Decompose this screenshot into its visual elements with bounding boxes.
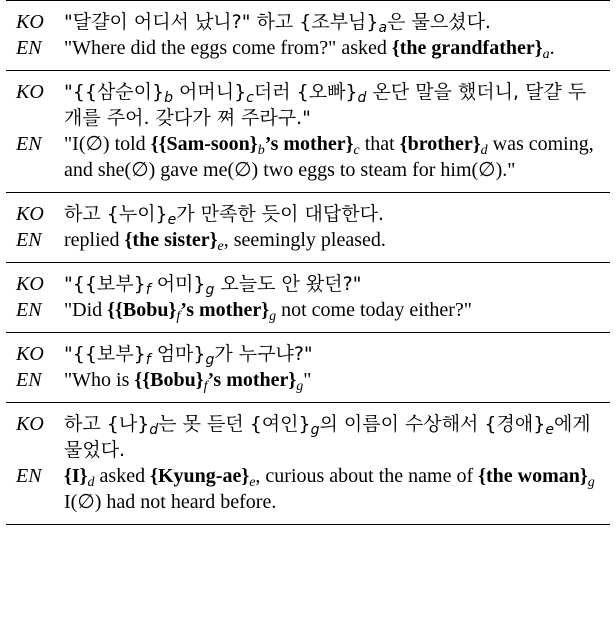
entity-index: g bbox=[269, 309, 277, 324]
korean-text bbox=[64, 79, 610, 131]
entity-index: g bbox=[587, 475, 595, 490]
text-segment: , curious about the name of bbox=[255, 465, 479, 487]
korean-text bbox=[64, 271, 610, 297]
text-segment: 어미} bbox=[150, 273, 206, 295]
translation-table bbox=[6, 0, 610, 525]
en-label: EN bbox=[16, 133, 42, 155]
entity-mention: {the woman} bbox=[478, 465, 588, 487]
entity-index: f bbox=[145, 282, 151, 298]
entity-mention: {I} bbox=[64, 465, 88, 487]
text-segment: "Did bbox=[64, 299, 108, 321]
entity-index: f bbox=[145, 352, 151, 368]
korean-text bbox=[64, 9, 610, 35]
entity-index: b bbox=[257, 143, 265, 158]
text-segment: not come today either?" bbox=[276, 299, 472, 321]
example-block bbox=[6, 193, 610, 262]
english-text bbox=[64, 463, 610, 515]
en-label: EN bbox=[16, 299, 42, 321]
ko-label: KO bbox=[16, 273, 44, 295]
english-text bbox=[64, 297, 610, 323]
entity-index: d bbox=[480, 143, 488, 158]
text-segment: . bbox=[549, 37, 555, 59]
text-segment: , seemingly pleased. bbox=[223, 229, 386, 251]
bottom-rule bbox=[6, 524, 610, 525]
text-segment: 에게 물었다. bbox=[64, 413, 591, 461]
text-segment: 가 만족한 듯이 대답한다. bbox=[176, 203, 384, 225]
entity-index: d bbox=[357, 90, 367, 106]
text-segment: 은 물으셨다. bbox=[387, 11, 491, 33]
text-segment: 하고 {누이} bbox=[64, 203, 168, 225]
entity-mention: {the sister} bbox=[124, 229, 218, 251]
english-text bbox=[64, 367, 610, 393]
english-line bbox=[6, 463, 610, 515]
entity-mention: ’s mother} bbox=[207, 369, 297, 391]
en-label: EN bbox=[16, 465, 42, 487]
text-segment: "I(∅) told bbox=[64, 133, 151, 155]
entity-index: e bbox=[217, 239, 224, 254]
english-text bbox=[64, 35, 610, 61]
text-segment: 더러 {오빠} bbox=[253, 81, 358, 103]
example-block bbox=[6, 333, 610, 402]
text-segment: "Where did the eggs come from?" asked bbox=[64, 37, 392, 59]
entity-mention: {the grandfather} bbox=[391, 37, 543, 59]
english-text bbox=[64, 131, 610, 183]
en-label: EN bbox=[16, 37, 42, 59]
entity-mention: {{Sam-soon} bbox=[150, 133, 258, 155]
example-block bbox=[6, 263, 610, 332]
text-segment: "Who is bbox=[64, 369, 135, 391]
entity-index: c bbox=[246, 90, 254, 106]
en-label: EN bbox=[16, 229, 42, 251]
text-segment: "{{보부} bbox=[64, 273, 146, 295]
text-segment: replied bbox=[64, 229, 125, 251]
text-segment: 어머니} bbox=[172, 81, 247, 103]
entity-mention: {{Bobu} bbox=[134, 369, 204, 391]
text-segment: "달걀이 어디서 났니?" 하고 {조부님} bbox=[64, 11, 379, 33]
english-line bbox=[6, 367, 610, 393]
korean-line bbox=[6, 341, 610, 367]
example-block bbox=[6, 1, 610, 70]
entity-index: a bbox=[378, 20, 388, 36]
entity-index: f bbox=[203, 379, 208, 394]
example-block bbox=[6, 71, 610, 192]
entity-index: d bbox=[149, 422, 159, 438]
korean-line bbox=[6, 201, 610, 227]
entity-index: g bbox=[205, 282, 215, 298]
text-segment: 엄마} bbox=[150, 343, 206, 365]
text-segment: 는 못 듣던 {여인} bbox=[158, 413, 311, 435]
entity-index: e bbox=[249, 475, 256, 490]
text-segment: " bbox=[303, 369, 312, 391]
korean-line bbox=[6, 79, 610, 131]
example-block bbox=[6, 403, 610, 524]
entity-index: g bbox=[296, 379, 304, 394]
ko-label: KO bbox=[16, 343, 44, 365]
korean-line bbox=[6, 9, 610, 35]
ko-label: KO bbox=[16, 81, 44, 103]
entity-index: c bbox=[353, 143, 360, 158]
text-segment: was coming, and she(∅) gave me(∅) two eggs to steam for him(∅)." bbox=[64, 133, 594, 181]
text-segment: 온단 말을 했더니, 달걀 두 개를 주어. 갖다가 쪄 주라구." bbox=[64, 81, 587, 129]
entity-index: g bbox=[310, 422, 320, 438]
text-segment: I(∅) had not heard before. bbox=[64, 491, 277, 513]
text-segment: 의 이름이 수상해서 {경애} bbox=[319, 413, 546, 435]
english-text bbox=[64, 227, 610, 253]
text-segment: asked bbox=[94, 465, 151, 487]
entity-index: b bbox=[164, 90, 173, 106]
text-segment: 오늘도 안 왔던?" bbox=[214, 273, 362, 295]
entity-mention: {Kyung-ae} bbox=[150, 465, 250, 487]
ko-label: KO bbox=[16, 413, 44, 435]
korean-text bbox=[64, 411, 610, 463]
text-segment: 하고 {나} bbox=[64, 413, 150, 435]
text-segment: that bbox=[359, 133, 400, 155]
korean-text bbox=[64, 201, 610, 227]
english-line bbox=[6, 35, 610, 61]
english-line bbox=[6, 227, 610, 253]
text-segment: "{{삼순이} bbox=[64, 81, 165, 103]
korean-line bbox=[6, 411, 610, 463]
entity-index: a bbox=[542, 47, 550, 62]
entity-mention: ’s mother} bbox=[264, 133, 354, 155]
english-line bbox=[6, 131, 610, 183]
entity-index: g bbox=[205, 352, 215, 368]
entity-index: e bbox=[545, 422, 554, 438]
korean-text bbox=[64, 341, 610, 367]
entity-index: e bbox=[167, 212, 177, 228]
english-line bbox=[6, 297, 610, 323]
text-segment: "{{보부} bbox=[64, 343, 146, 365]
en-label: EN bbox=[16, 369, 42, 391]
entity-index: d bbox=[87, 475, 95, 490]
ko-label: KO bbox=[16, 11, 44, 33]
ko-label: KO bbox=[16, 203, 44, 225]
text-segment: 가 누구냐?" bbox=[214, 343, 313, 365]
entity-mention: {brother} bbox=[399, 133, 481, 155]
entity-index: f bbox=[176, 309, 181, 324]
korean-line bbox=[6, 271, 610, 297]
entity-mention: ’s mother} bbox=[180, 299, 270, 321]
entity-mention: {{Bobu} bbox=[107, 299, 177, 321]
